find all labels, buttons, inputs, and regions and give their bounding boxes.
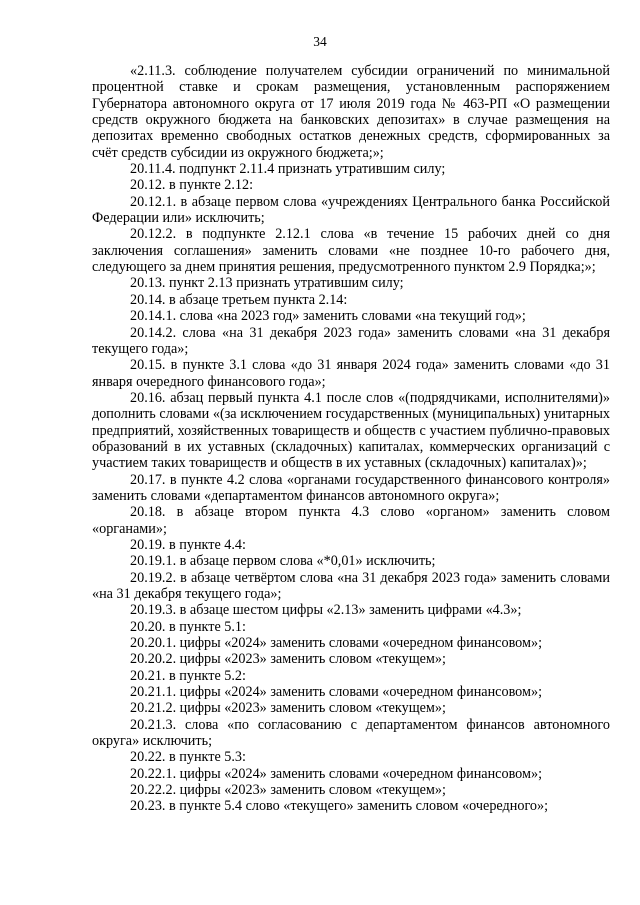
paragraph-20-20: 20.20. в пункте 5.1:: [130, 618, 246, 635]
paragraph-20-12-1: 20.12.1. в абзаце первом слова «учреждениях Центрального банка Российской Федерации или» исключить;: [92, 193, 610, 227]
paragraph-20-22-2: 20.22.2. цифры «2023» заменить словом «текущем»;: [130, 782, 446, 799]
document-body: [92, 63, 610, 815]
paragraph-20-14-2: 20.14.2. слова «на 31 декабря 2023 года» заменить словами «на 31 декабря текущего года»;: [92, 324, 610, 357]
paragraph-20-21: 20.21. в пункте 5.2:: [130, 667, 246, 684]
paragraph-20-19-2: 20.19.2. в абзаце четвёртом слова «на 31 декабря 2023 года» заменить словами «на 31 декабря текущего года»;: [92, 569, 610, 602]
page-number: 34: [313, 34, 327, 49]
paragraph-20-13: 20.13. пункт 2.13 признать утратившим силу;: [130, 275, 404, 292]
paragraph-20-23: 20.23. в пункте 5.4 слово «текущего» заменить словом «очередного»;: [130, 798, 549, 815]
paragraph-20-15: 20.15. в пункте 3.1 слова «до 31 января 2024 года» заменить словами «до 31 января очередного финансового года»;: [92, 357, 610, 390]
paragraph-20-16: 20.16. абзац первый пункта 4.1 после слов «(подрядчиками, исполнителями)» дополнить словами «(за исключением государственных (муниципальных) унитарных предприятий, хозяйственных товариществ и обществ с участием публично-правовых образований в их уставных (складочных) капиталах, коммерческих организаций с участием таких товариществ и обществ в их уставных (складочных) капиталах)»;: [92, 389, 610, 472]
paragraph-20-21-1: 20.21.1. цифры «2024» заменить словами «очередном финансовом»;: [130, 684, 543, 701]
paragraph-2-11-3: «2.11.3. соблюдение получателем субсидии ограничений по минимальной процентной ставке и срокам размещения, установленным распоряжением Губернатора автономного округа от 17 июля 2019 года № 463-РП «О размещении средств окружного бюджета на банковских депозитах» в случае размещения на депозитах временно свободных остатков денежных средств, сформированных за счёт средств субсидии из окружного бюджета;»;: [92, 63, 610, 161]
paragraph-20-12-2: 20.12.2. в подпункте 2.12.1 слова «в течение 15 рабочих дней со дня заключения соглашения» заменить словами «не позднее 10-го рабочего дня, следующего за днем принятия решения, предусмотренного пунктом 2.9 Порядка;»;: [92, 226, 610, 276]
paragraph-20-12: 20.12. в пункте 2.12:: [130, 177, 254, 194]
paragraph-20-11-4: 20.11.4. подпункт 2.11.4 признать утратившим силу;: [130, 161, 446, 178]
paragraph-20-22-1: 20.22.1. цифры «2024» заменить словами «очередном финансовом»;: [130, 765, 543, 782]
paragraph-20-19-3: 20.19.3. в абзаце шестом цифры «2.13» заменить цифрами «4.3»;: [130, 602, 522, 619]
paragraph-20-22: 20.22. в пункте 5.3:: [130, 749, 246, 766]
paragraph-20-20-1: 20.20.1. цифры «2024» заменить словами «очередном финансовом»;: [130, 635, 543, 652]
paragraph-20-17: 20.17. в пункте 4.2 слова «органами государственного финансового контроля» заменить словами «департаментом финансов автономного округа»;: [92, 471, 610, 504]
paragraph-20-20-2: 20.20.2. цифры «2023» заменить словом «текущем»;: [130, 651, 446, 668]
paragraph-20-19: 20.19. в пункте 4.4:: [130, 536, 246, 553]
paragraph-20-14-1: 20.14.1. слова «на 2023 год» заменить словами «на текущий год»;: [130, 308, 526, 325]
paragraph-20-19-1: 20.19.1. в абзаце первом слова «*0,01» исключить;: [130, 553, 436, 570]
paragraph-20-18: 20.18. в абзаце втором пункта 4.3 слово «органом» заменить словом «органами»;: [92, 504, 610, 537]
paragraph-20-21-3: 20.21.3. слова «по согласованию с департаментом финансов автономного округа» исключить;: [92, 716, 610, 750]
paragraph-20-14: 20.14. в абзаце третьем пункта 2.14:: [130, 291, 348, 308]
paragraph-20-21-2: 20.21.2. цифры «2023» заменить словом «текущем»;: [130, 700, 446, 717]
